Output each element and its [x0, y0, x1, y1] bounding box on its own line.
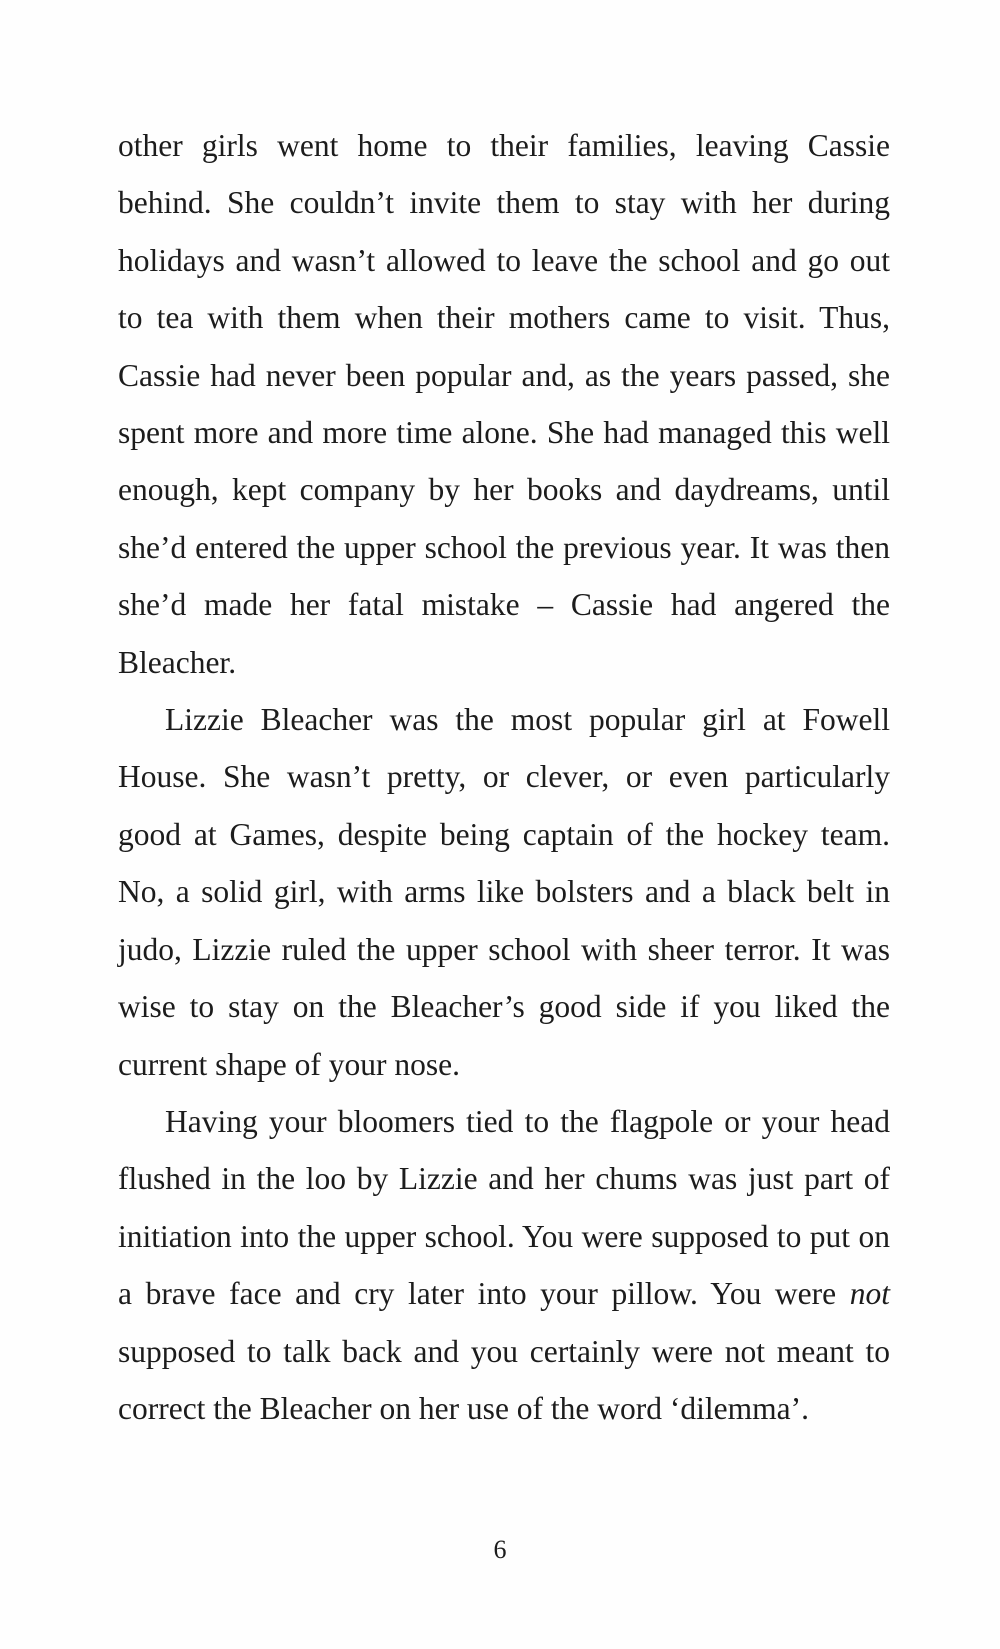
paragraph-initiation	[118, 1093, 890, 1437]
paragraph-lizzie-bleacher: Lizzie Bleacher was the most popular girl at Fowell House. She wasn’t pretty, or clever, or even particularly good at Games, despite being captain of the hockey team. No, a solid girl, with arms like bolsters and a black belt in judo, Lizzie ruled the upper school with sheer terror. It was wise to stay on the Bleacher’s good side if you liked the current shape of your nose.	[118, 702, 890, 1082]
paragraph-initiation-text-before: Having your bloomers tied to the flagpole or your head flushed in the loo by Lizzie and her chums was just part of initiation into the upper school. You were supposed to put on a brave face and cry later into your pillow. You were	[118, 1103, 890, 1312]
paragraph-continued: other girls went home to their families, leaving Cassie behind. She couldn’t invite them to stay with her during holidays and wasn’t allowed to leave the school and go out to tea with them when their mothers came to visit. Thus, Cassie had never been popular and, as the years passed, she spent more and more time alone. She had managed this well enough, kept company by her books and daydreams, until she’d entered the upper school the previous year. It was then she’d made her fatal mistake – Cassie had angered the Bleacher.	[118, 128, 890, 680]
page-number: 6	[493, 1535, 507, 1564]
paragraph-initiation-text-after: supposed to talk back and you certainly were not meant to correct the Bleacher on her use of the word ‘dilemma’.	[118, 1333, 890, 1426]
body-text	[118, 117, 890, 1437]
italic-emphasis: not	[849, 1276, 890, 1312]
